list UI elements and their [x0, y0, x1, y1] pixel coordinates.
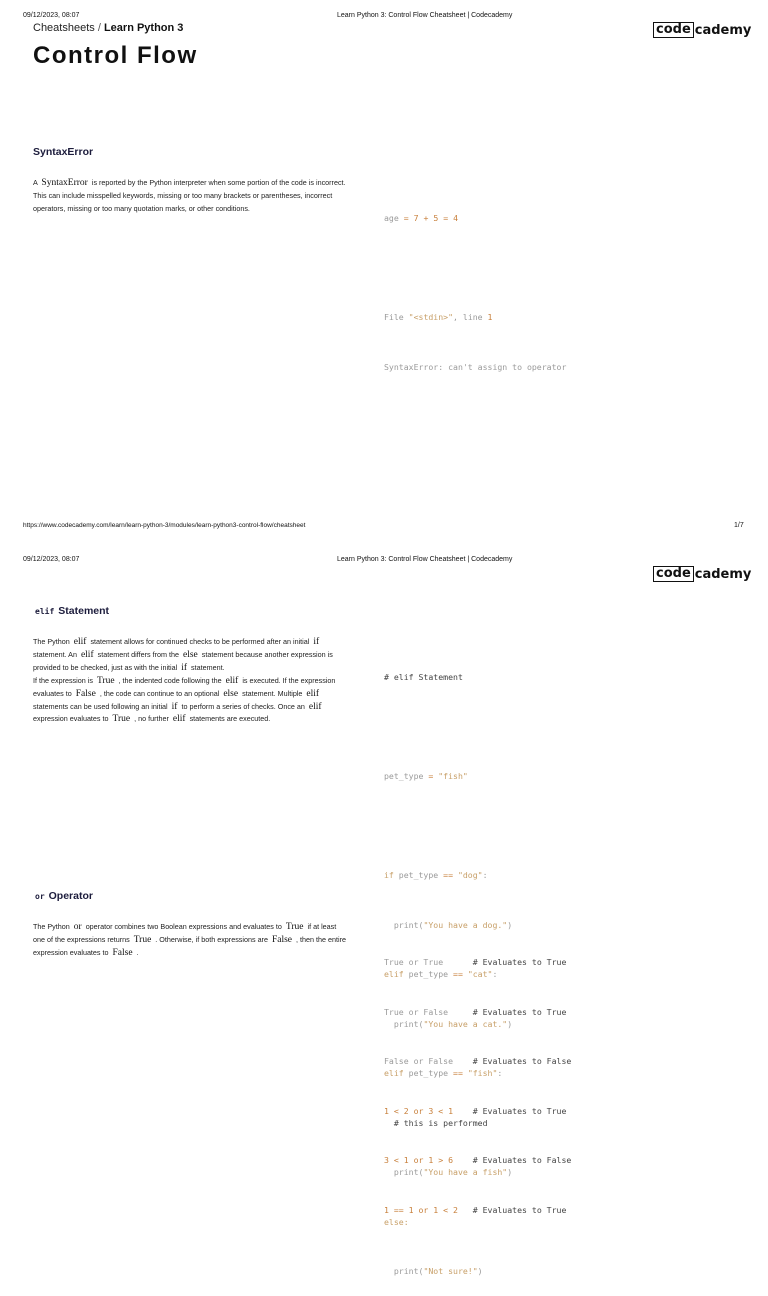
section-title-syntaxerror: SyntaxError: [33, 146, 94, 158]
page-title: Control Flow: [33, 42, 198, 69]
or-description: The Python or operator combines two Boolean expressions and evaluates to True if at least one of the expressions returns True . Otherwise, if both expressions are False , then the entire expression evaluates to False .: [33, 922, 346, 958]
breadcrumb-current[interactable]: Learn Python 3: [103, 22, 184, 34]
or-code-block: [384, 921, 571, 1235]
section-title-or-operator: or Operator: [35, 890, 93, 902]
breadcrumb-cheatsheets-link[interactable]: Cheatsheets: [33, 22, 95, 34]
logo-cademy: cademy: [694, 566, 752, 582]
print-datetime-2: 09/12/2023, 08:07: [23, 556, 80, 563]
syntaxerror-description: A SyntaxError is reported by the Python interpreter when some portion of the code is incorrect. This can include misspelled keywords, missing or too many brackets or parentheses, incorrect operators, missing or too many quotation marks, or other conditions.: [33, 178, 346, 213]
breadcrumb: [33, 22, 183, 34]
code-line: True or True # Evaluates to True: [384, 957, 567, 967]
code-line: True or False # Evaluates to True: [384, 1006, 567, 1017]
logo-cademy: cademy: [694, 22, 752, 38]
codecademy-logo[interactable]: [653, 22, 751, 38]
elif-code-block: # elif Statement pet_type = "fish" if pet_type == "dog": print("You have a dog.") elif pet_type == "cat": print("You have a cat.") elif pet_type == "fish": # this is performed print("You have a fish") else: print("Not sure!"): [384, 672, 513, 1276]
logo-code: code: [653, 22, 694, 38]
breadcrumb-separator: /: [97, 22, 101, 34]
print-url: https://www.codecademy.com/learn/learn-python-3/modules/learn-python3-control-flow/cheatsheet: [23, 522, 306, 529]
codecademy-logo-2[interactable]: [653, 566, 751, 582]
code-line: 1 < 2 or 3 < 1 # Evaluates to True: [384, 1105, 567, 1116]
code-line: 3 < 1 or 1 > 6 # Evaluates to False: [384, 1155, 572, 1165]
code-line: 1 == 1 or 1 < 2 # Evaluates to True: [384, 1204, 567, 1215]
code-line: False or False # Evaluates to False: [384, 1056, 572, 1066]
syntaxerror-code-block: age = 7 + 5 = 4 File "<stdin>", line 1 SyntaxError: can't assign to operator: [384, 213, 567, 372]
print-datetime: 09/12/2023, 08:07: [23, 12, 80, 19]
section-title-elif: elif Statement: [35, 605, 110, 617]
logo-code: code: [653, 566, 694, 582]
inline-code: SyntaxError: [41, 178, 88, 188]
print-title: Learn Python 3: Control Flow Cheatsheet | Codecademy: [337, 12, 513, 19]
print-page-number: 1/7: [734, 522, 744, 529]
elif-description: The Python elif statement allows for continued checks to be performed after an initial if statement. An elif statement differs from the else statement because another expression is provided to be checked, just as with the initial if statement. If the expression is True , the indented code following the elif is executed. If the expression evaluates to False , the code can continue to an optional else statement. Multiple elif statements can be used following an initial if to perform a series of checks. Once an elif expression evaluates to True , no further elif statements are executed.: [33, 637, 336, 725]
print-title-2: Learn Python 3: Control Flow Cheatsheet | Codecademy: [337, 556, 513, 563]
